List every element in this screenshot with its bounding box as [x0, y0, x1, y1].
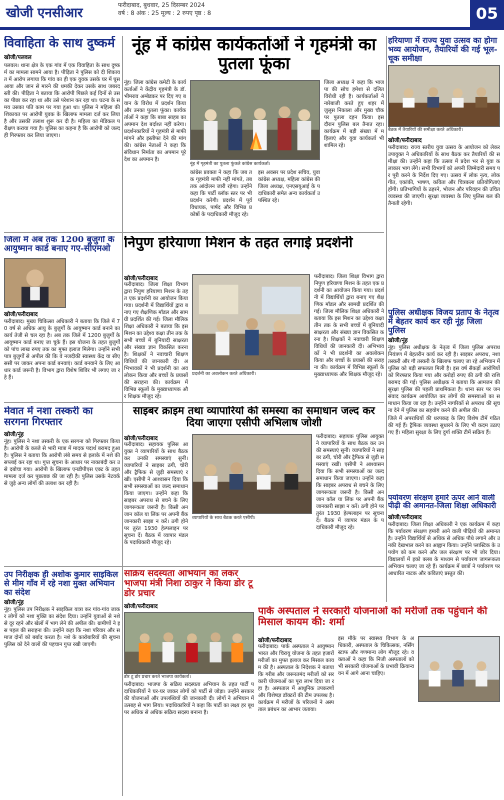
- story-body-continued: इस मौके पर स्वास्थ्य विभाग के अधिकारी, अस्पताल के चिकित्सक, नर्सिंग स्टाफ और गणमान्य लोग मौजूद रहे। वक्ताओं ने कहा कि निजी अस्पतालों को भी सरकारी योजनाओं के प्रभावी क्रियान्वयन में आगे आना चाहिए।: [338, 636, 414, 677]
- story-body: फरीदाबाद। सहायक पुलिस आयुक्त ने व्यापारियों के साथ बैठक कर उनकी समस्याएं सुनीं। व्यापारियों ने साइबर ठगी, चोरी और ट्रैफिक से जुड़ी समस्याएं रखीं। एसीपी ने आश्वासन दिया कि सभी समस्याओं का जल्द समाधान किया जाएगा। उन्होंने कहा कि साइबर अपराध से बचने के लिए जागरूकता जरूरी है। किसी अनजान कॉल या लिंक पर अपनी बैंक जानकारी साझा न करें। ठगी होने पर तुरंत 1930 हेल्पलाइन पर सूचना दें। बैठक में व्यापार मंडल के पदाधिकारी मौजूद रहे।: [124, 442, 188, 546]
- story-headline: पार्क अस्पताल ने सरकारी योजनाओं को मरीजों तक पहुंचाने की मिसाल कायम की: शर्मा: [258, 606, 488, 628]
- column-divider: [386, 36, 387, 602]
- story-body-continued: फरीदाबाद। सहायक पुलिस आयुक्त ने व्यापारियों के साथ बैठक कर उनकी समस्याएं सुनीं। व्यापारियों ने साइबर ठगी, चोरी और ट्रैफिक से जुड़ी समस्याएं रखीं। एसीपी ने आश्वासन दिया कि सभी समस्याओं का जल्द समाधान किया जाएगा। उन्होंने कहा कि साइबर अपराध से बचने के लिए जागरूकता जरूरी है। किसी अनजान कॉल या लिंक पर अपनी बैंक जानकारी साझा न करें। ठगी होने पर तुरंत 1930 हेल्पलाइन पर सूचना दें। बैठक में व्यापार मंडल के पदाधिकारी मौजूद रहे।: [316, 434, 384, 531]
- campaign-photo: [124, 612, 254, 674]
- story-headline: जिला में अब तक 1200 बुजुर्गों के आयुष्मान कार्ड बनाए गए-सीएमओ: [4, 236, 115, 255]
- masthead: [0, 0, 504, 30]
- story-headline: निपुण हरियाणा मिशन के तहत लगाई प्रदर्शनी: [124, 236, 353, 251]
- story-headline: विवाहिता के साथ दुष्कर्म: [4, 36, 115, 50]
- story-headline: सक्रिय सदस्यता अभियान को लेकर भाजपा मंत्री निशा ठाकुर ने किया डोर टू डोर प्रचार: [124, 570, 253, 599]
- protest-photo: [190, 80, 320, 160]
- story-nipun-haryana: [124, 236, 384, 400]
- story-body-col3: कांग्रेस प्रवक्ता ने कहा कि जब तक गृहमंत्री माफी नहीं मांगते, तब तक आंदोलन जारी रहेगा। उन्होंने कहा कि पार्टी ब्लॉक स्तर पर भी प्रदर्शन करेगी। प्रदर्शन में पूर्व विधायक, पार्षद और विभिन्न प्रकोष्ठों के पदाधिकारी मौजूद रहे।: [190, 170, 252, 218]
- story-environment: [388, 494, 500, 604]
- story-dateline: खोजी/फरीदाबाद: [4, 311, 38, 318]
- story-dateline: खोजी/फरीदाबाद: [388, 514, 422, 521]
- acp-meeting-photo: [192, 434, 312, 514]
- story-headline: उप निरीक्षक ही अशोक कुमार साइकिल से मीम गाँव में रहे नशा मुक्त अभियान का संदेश: [4, 570, 118, 597]
- story-dateline: खोजी/फरीदाबाद: [124, 276, 158, 282]
- story-body-col1: नूंह। जिला कांग्रेस कमेटी के कार्यकर्ताओं ने केंद्रीय गृहमंत्री के डॉ. भीमराव अम्बेडकर पर दिए गए बयान के विरोध में प्रदर्शन किया और उनका पुतला फूंका। कार्यकर्ताओं ने कहा कि बाबा साहब का अपमान देश बर्दाश्त नहीं करेगा। प्रदर्शनकारियों ने गृहमंत्री से माफी मांगने और इस्तीफा देने की मांग की। कांग्रेस नेताओं ने कहा कि संविधान निर्माता का अपमान पूरे देश का अपमान है।: [124, 80, 186, 163]
- story-body-continued: जिले में अपराधियों की धरपकड़ के लिए विशेष टीमें गठित की गई हैं। ट्रैफिक व्यवस्था सुधारने के लिए भी कदम उठाए गए हैं। महिला सुरक्षा के लिए दुर्गा शक्ति टीमें सक्रिय हैं।: [388, 416, 500, 437]
- edition-info: वर्ष : 8 अंक : 25 मूल्य : 2 रुपए पृष्ठ : 8: [118, 10, 212, 17]
- story-nuh-police: [388, 308, 500, 490]
- story-body: फरीदाबाद। राज्य स्तरीय युवा उत्सव के आयोजन को लेकर उपायुक्त ने अधिकारियों के साथ बैठक कर तैयारियों की समीक्षा की। उन्होंने कहा कि उत्सव में प्रदेश भर से युवा कलाकार भाग लेंगे। सभी विभागों को अपनी जिम्मेदारी समय पर पूरी करने के निर्देश दिए गए। उत्सव में लोक नृत्य, लोक गीत, एकांकी, भाषण, कविता और चित्रकला प्रतियोगिताएं होंगी। प्रतिभागियों के ठहरने, भोजन और परिवहन की उचित व्यवस्था की जाएगी। सुरक्षा व्यवस्था के लिए पुलिस बल की तैनाती रहेगी।: [388, 145, 500, 208]
- story-dateline: खोजी/नूंह: [4, 600, 24, 607]
- story-headline: नूंह में कांग्रेस कार्यकर्ताओं ने गृहमंत्री का पुतला फूंका: [132, 36, 376, 74]
- photo-caption: डोर टू डोर प्रचार करते भाजपा कार्यकर्ता।: [124, 674, 191, 680]
- story-headline: साइबर क्राइम तथा व्यापारियों की समस्या का समाधान जल्द कर दिया जाएगा एसीपी अभिलाष जोशी: [133, 406, 375, 429]
- story-headline: मेवात में नशा तस्करी का सरगना गिरफ्तार: [4, 406, 93, 428]
- meeting-photo: [388, 65, 500, 127]
- newspaper-brand: खोजी एनसीआर: [6, 6, 83, 21]
- story-headline: हरियाणा में राज्य युवा उत्सव का होगा भव्य आयोजन, तैयारियों की गई भूल-चूक समीक्षा: [388, 36, 498, 63]
- story-bjp-membership: [124, 570, 254, 796]
- page-number: 05: [470, 0, 504, 27]
- story-rape-case: [4, 36, 120, 230]
- story-body-col2: जिला अध्यक्ष ने कहा कि भाजपा की सोच हमेशा से दलित विरोधी रही है। कार्यकर्ताओं ने नारेबाजी करते हुए शहर में जुलूस निकाला और मुख्य चौक पर पुतला दहन किया। इस दौरान पुलिस बल तैनात रहा। कार्यक्रम में बड़ी संख्या में महिलाएं और युवा कार्यकर्ता भी शामिल रहे।: [324, 80, 384, 149]
- edition-meta: [118, 2, 211, 18]
- story-si-cycle: [4, 570, 120, 796]
- edition-date: फरीदाबाद, बुधवार, 25 दिसम्बर 2024: [118, 2, 205, 9]
- story-body: नूंह। पुलिस अधीक्षक के नेतृत्व में जिला पुलिस अपराध नियंत्रण में बेहतरीन कार्य कर रही है। साइबर अपराध, नशा तस्करी और गौ तस्करी के खिलाफ चलाए जा रहे अभियान में पुलिस को बड़ी सफलता मिली है। इस वर्ष सैकड़ों आरोपियों को गिरफ्तार किया गया और करोड़ों रुपए की ठगी की राशि बरामद की गई। पुलिस अधीक्षक ने बताया कि आमजन की सुरक्षा पुलिस की पहली प्राथमिकता है। थाना स्तर पर जन संवाद कार्यक्रम आयोजित कर लोगों की समस्याओं का समाधान किया जा रहा है। उन्होंने नागरिकों से अपराध की सूचना देने में पुलिस का सहयोग करने की अपील की।: [388, 345, 500, 415]
- section-divider: [4, 232, 384, 233]
- story-dateline: खोजी/फरीदाबाद: [258, 638, 292, 644]
- story-body: फरीदाबाद। जिला शिक्षा अधिकारी ने एक कार्यक्रम में कहा कि पर्यावरण संरक्षण हमारी आने वाली पीढ़ियों की अमानत है। उन्होंने विद्यार्थियों से अधिक से अधिक पौधे लगाने और उनकी देखभाल करने का आह्वान किया। उन्होंने प्लास्टिक के उपयोग को कम करने और जल संरक्षण पर भी जोर दिया। विद्यालयों में इको क्लब के माध्यम से पर्यावरण जागरूकता अभियान चलाए जा रहे हैं। कार्यक्रम में छात्रों ने पर्यावरण पर आधारित नाटक और कविताएं प्रस्तुत कीं।: [388, 521, 500, 577]
- story-dateline: खोजी/फरीदाबाद: [388, 138, 422, 145]
- cmo-photo: [4, 258, 66, 308]
- story-dateline: खोजी/फरीदाबाद: [124, 603, 158, 610]
- story-drug-smuggler: [4, 406, 120, 566]
- photo-caption: प्रदर्शनी का अवलोकन करते अधिकारी।: [192, 372, 256, 377]
- section-divider: [4, 566, 384, 567]
- story-body: नूंह। पुलिस ने नशा तस्करी के एक सरगना को गिरफ्तार किया है। आरोपी के कब्जे से भारी मात्रा में मादक पदार्थ बरामद हुआ है। पुलिस ने बताया कि आरोपी लंबे समय से इलाके में नशे की सप्लाई कर रहा था। गुप्त सूचना के आधार पर नाकाबंदी कर उसे दबोचा गया। आरोपी के खिलाफ एनडीपीएस एक्ट के तहत मामला दर्ज कर पूछताछ की जा रही है। पुलिस उसके नेटवर्क से जुड़े अन्य लोगों की तलाश कर रही है।: [4, 439, 120, 487]
- story-youth-festival: [388, 36, 500, 306]
- story-body-continued: फरीदाबाद। जिला शिक्षा विभाग द्वारा निपुण हरियाणा मिशन के तहत एक प्रदर्शनी का आयोजन किया गया। प्रदर्शनी में विद्यार्थियों द्वारा बनाए गए शैक्षणिक मॉडल और सामग्री प्रदर्शित की गई। जिला मौलिक शिक्षा अधिकारी ने बताया कि इस मिशन का उद्देश्य कक्षा तीन तक के सभी बच्चों में बुनियादी साक्षरता और संख्या ज्ञान विकसित करना है। शिक्षकों ने नवाचारी शिक्षण विधियों की जानकारी दी। अभिभावकों ने भी प्रदर्शनी का अवलोकन किया और बच्चों के प्रयासों की सराहना की। कार्यक्रम में विभिन्न स्कूलों के मुख्याध्यापक और शिक्षक मौजूद रहे।: [314, 274, 384, 378]
- photo-caption: बैठक में तैयारियों की समीक्षा करते अधिकारी।: [388, 128, 464, 134]
- story-body: फरीदाबाद। पार्क अस्पताल ने आयुष्मान भारत और चिरायु योजना के तहत हजारों मरीजों का मुफ्त इलाज कर मिसाल कायम की है। अस्पताल के निदेशक ने बताया कि गरीब और जरूरतमंद मरीजों को सरकारी योजनाओं का पूरा लाभ दिया जा रहा है। अस्पताल में आधुनिक उपकरणों और विशेषज्ञ डॉक्टरों की टीम उपलब्ध है। कार्यक्रम में मरीजों के परिजनों ने अस्पताल प्रबंधन का आभार जताया।: [258, 644, 334, 713]
- story-ayushman: [4, 236, 120, 400]
- story-headline: पुलिस अधीक्षक विजय प्रताप के नेतृत्व में बेहतर कार्य कर रही नूंह जिला पुलिस: [388, 308, 499, 335]
- story-body: फरीदाबाद। भाजपा के सक्रिय सदस्यता अभियान के तहत पार्टी पदाधिकारियों ने घर-घर जाकर लोगों को पार्टी से जोड़ा। उन्होंने सरकार की योजनाओं और उपलब्धियों की जानकारी दी। लोगों ने अभियान में उत्साह से भाग लिया। पदाधिकारियों ने कहा कि पार्टी का लक्ष्य हर बूथ पर अधिक से अधिक सक्रिय सदस्य बनाना है।: [124, 681, 254, 716]
- story-dateline: खोजी/नूंह: [4, 432, 24, 438]
- story-body: पलवल। थाना क्षेत्र के एक गांव में एक विवाहिता के साथ दुष्कर्म का मामला सामने आया है। पीड़िता ने पुलिस को दी शिकायत में आरोप लगाया कि गांव का ही एक युवक उसके घर में घुस आया और जान से मारने की धमकी देकर उसके साथ जबरदस्ती की। पीड़िता ने बताया कि आरोपी पिछले कई दिनों से उसका पीछा कर रहा था और उसे परेशान कर रहा था। घटना के समय उसका पति काम पर गया हुआ था। पुलिस ने महिला की शिकायत पर आरोपी युवक के खिलाफ मामला दर्ज कर लिया है और उसकी तलाश शुरू कर दी है। महिला का मेडिकल परीक्षण कराया गया है। पुलिस का कहना है कि आरोपी को जल्द ही गिरफ्तार कर लिया जाएगा।: [4, 62, 120, 139]
- story-park-hospital: [258, 606, 500, 796]
- story-dateline: खोजी/फरीदाबाद: [124, 436, 158, 442]
- story-headline: पर्यावरण संरक्षण हमारे ऊपर आने वाली पीढ़ी की अमानत-जिला शिक्षा अधिकारी: [388, 494, 497, 511]
- story-cyber-crime: [124, 406, 384, 564]
- story-dateline: खोजी/पलवल: [4, 54, 32, 61]
- hospital-photo: [418, 636, 500, 702]
- story-dateline: खोजी/नूंह: [388, 338, 408, 345]
- story-body: फरीदाबाद। जिला शिक्षा विभाग द्वारा निपुण हरियाणा मिशन के तहत एक प्रदर्शनी का आयोजन किया गया। प्रदर्शनी में विद्यार्थियों द्वारा बनाए गए शैक्षणिक मॉडल और सामग्री प्रदर्शित की गई। जिला मौलिक शिक्षा अधिकारी ने बताया कि इस मिशन का उद्देश्य कक्षा तीन तक के सभी बच्चों में बुनियादी साक्षरता और संख्या ज्ञान विकसित करना है। शिक्षकों ने नवाचारी शिक्षण विधियों की जानकारी दी। अभिभावकों ने भी प्रदर्शनी का अवलोकन किया और बच्चों के प्रयासों की सराहना की। कार्यक्रम में विभिन्न स्कूलों के मुख्याध्यापक और शिक्षक मौजूद रहे।: [124, 282, 188, 400]
- column-divider: [122, 36, 123, 796]
- photo-caption: नूंह में गृहमंत्री का पुतला फूंकते कांग्रेस कार्यकर्ता।: [190, 162, 271, 167]
- story-body: फरीदाबाद। मुख्य चिकित्सा अधिकारी ने बताया कि जिले में 70 वर्ष से अधिक आयु के बुजुर्गों के आयुष्मान कार्ड बनाने का कार्य तेजी से चल रहा है। अब तक जिले में 1200 बुजुर्गों के आयुष्मान कार्ड बनाए जा चुके हैं। इस योजना के तहत बुजुर्गों को पांच लाख रुपए तक का मुफ्त इलाज मिलेगा। उन्होंने सभी पात्र बुजुर्गों से अपील की कि वे नजदीकी स्वास्थ्य केंद्र या सीएससी पर जाकर अपना कार्ड बनवाएं। कार्ड बनवाने के लिए आधार कार्ड जरूरी है। विभाग द्वारा विशेष शिविर भी लगाए जा रहे हैं।: [4, 318, 120, 381]
- story-body: नूंह। पुलिस उप निरीक्षक ने साइकिल यात्रा कर गांव-गांव जाकर लोगों को नशा मुक्ति का संदेश दिया। उन्होंने युवाओं से नशे से दूर रहने और खेलों में भाग लेने की अपील की। ग्रामीणों ने इस पहल की सराहना की। उन्होंने कहा कि नशा परिवार और समाज दोनों को बर्बाद करता है। नशे के कारोबारियों की सूचना पुलिस को देने वालों की पहचान गुप्त रखी जाएगी।: [4, 607, 120, 649]
- section-divider: [4, 402, 384, 403]
- story-congress-protest: [124, 36, 384, 232]
- photo-caption: व्यापारियों के साथ बैठक करते एसीपी।: [192, 516, 256, 521]
- exhibition-photo: [192, 274, 310, 370]
- story-body-col4: इस अवसर पर प्रदेश सचिव, युवा कांग्रेस अध्यक्ष, महिला कांग्रेस की जिला अध्यक्ष, एनएसयूआई के पदाधिकारी समेत अन्य कार्यकर्ता उपस्थित रहे।: [258, 170, 320, 204]
